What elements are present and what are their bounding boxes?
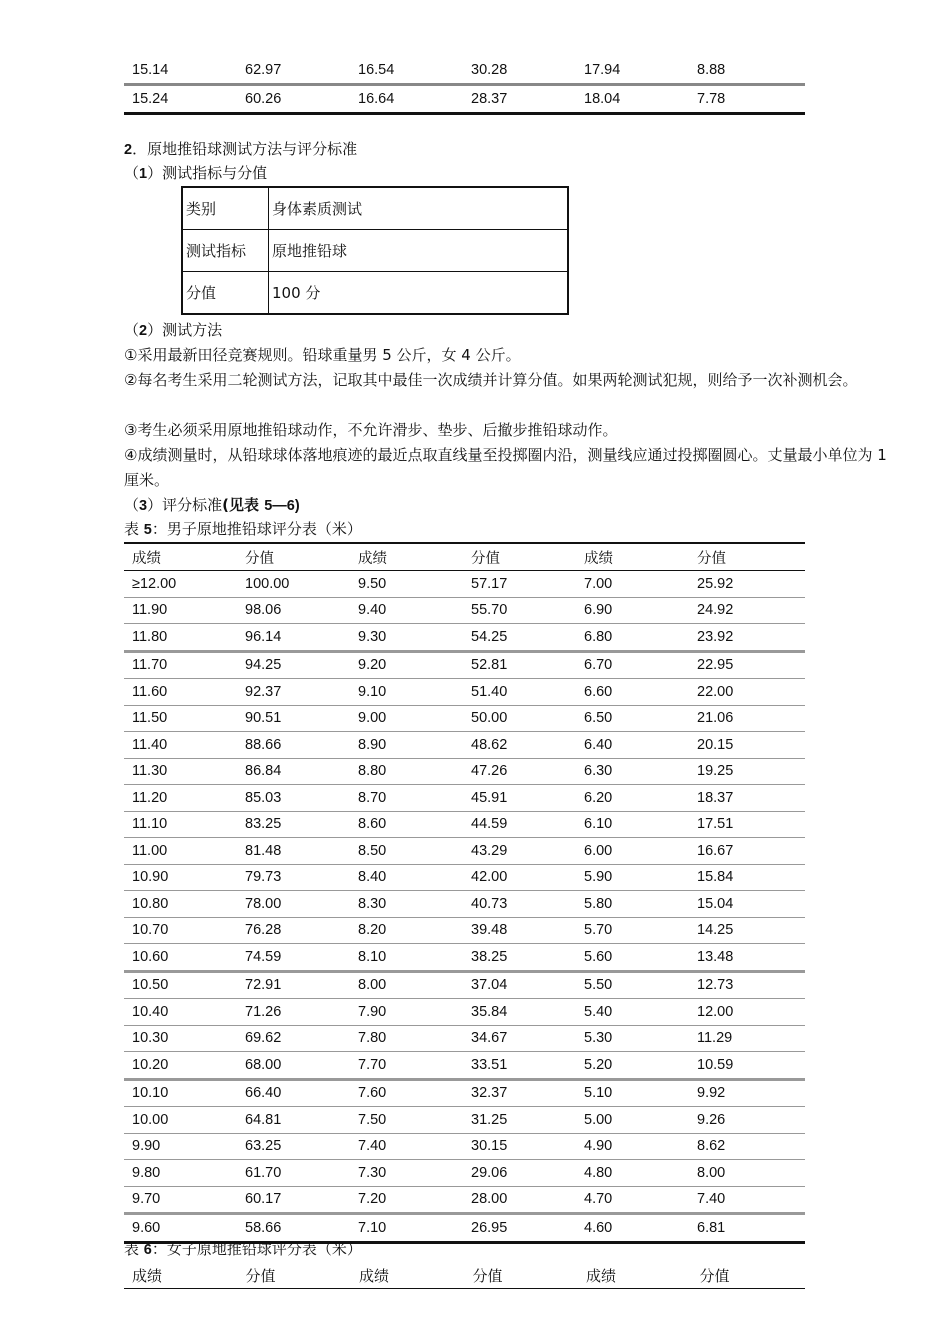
table-cell: 11.20 bbox=[124, 785, 237, 812]
table-cell: 10.59 bbox=[689, 1052, 805, 1080]
table-cell: 32.37 bbox=[463, 1079, 576, 1107]
table-cell: 96.14 bbox=[237, 624, 350, 652]
table-cell: 60.26 bbox=[237, 85, 350, 114]
table-cell: 10.40 bbox=[124, 999, 237, 1026]
table-cell: 79.73 bbox=[237, 864, 350, 891]
table-cell: 5.60 bbox=[576, 944, 689, 972]
table-cell: 5.90 bbox=[576, 864, 689, 891]
table-cell: 6.90 bbox=[576, 597, 689, 624]
table-cell: 6.81 bbox=[697, 1219, 726, 1236]
table-cell: 20.15 bbox=[689, 732, 805, 759]
table-cell: 22.95 bbox=[689, 651, 805, 679]
table-cell-label: 分值 bbox=[182, 272, 269, 315]
table-cell: 30.28 bbox=[463, 57, 576, 85]
table-cell: 4.90 bbox=[576, 1133, 689, 1160]
table-row bbox=[124, 1025, 805, 1052]
male-shot-put-score-table bbox=[124, 542, 805, 1244]
table-cell: 11.90 bbox=[124, 597, 237, 624]
table-cell: 14.25 bbox=[689, 917, 805, 944]
table-row bbox=[124, 1133, 805, 1160]
table-cell: 69.62 bbox=[237, 1025, 350, 1052]
table-cell: 71.26 bbox=[237, 999, 350, 1026]
table-cell: 7.90 bbox=[350, 999, 463, 1026]
table-cell: 9.30 bbox=[350, 624, 463, 652]
table-cell: 15.24 bbox=[124, 85, 237, 114]
table-cell: 11.70 bbox=[124, 651, 237, 679]
table-cell: 7.60 bbox=[350, 1079, 463, 1107]
table-row bbox=[124, 1107, 805, 1134]
table-cell: 64.81 bbox=[237, 1107, 350, 1134]
column-header: 成绩 bbox=[576, 543, 689, 571]
column-header: 成绩 bbox=[124, 543, 237, 571]
table-cell: 6.00 bbox=[576, 838, 689, 865]
table-cell: 92.37 bbox=[237, 679, 350, 706]
table-cell: 7.10 bbox=[358, 1219, 387, 1236]
table-row bbox=[124, 785, 805, 812]
table-cell: 12.73 bbox=[689, 971, 805, 999]
table-cell: 22.00 bbox=[689, 679, 805, 706]
section-number: 2 bbox=[124, 142, 133, 158]
table-row bbox=[124, 732, 805, 759]
table-cell: 5.10 bbox=[576, 1079, 689, 1107]
table-cell: 38.25 bbox=[463, 944, 576, 972]
table-cell: 26.95 bbox=[471, 1219, 508, 1236]
table-cell: 6.70 bbox=[576, 651, 689, 679]
table-cell: 43.29 bbox=[463, 838, 576, 865]
table-cell: 8.20 bbox=[350, 917, 463, 944]
table-cell: 25.92 bbox=[689, 571, 805, 598]
subsection-title: 测试指标与分值 bbox=[162, 164, 268, 182]
table-cell: 33.51 bbox=[463, 1052, 576, 1080]
table-cell: 10.50 bbox=[124, 971, 237, 999]
caption-number: 6 bbox=[143, 1242, 152, 1258]
table-cell-value: 原地推铅球 bbox=[269, 230, 569, 272]
table-cell: 7.78 bbox=[689, 85, 805, 114]
table-cell: 8.60 bbox=[350, 811, 463, 838]
table-cell: 8.62 bbox=[689, 1133, 805, 1160]
table-cell: 7.40 bbox=[350, 1133, 463, 1160]
table-cell: 11.40 bbox=[124, 732, 237, 759]
table-cell: 21.06 bbox=[689, 705, 805, 732]
table-cell: 85.03 bbox=[237, 785, 350, 812]
table-row bbox=[182, 187, 568, 230]
table-cell: 23.92 bbox=[689, 624, 805, 652]
table-cell: 10.60 bbox=[124, 944, 237, 972]
table-cell: 8.00 bbox=[689, 1160, 805, 1187]
table-cell: 11.50 bbox=[124, 705, 237, 732]
table-cell: 55.70 bbox=[463, 597, 576, 624]
table-cell: 9.40 bbox=[350, 597, 463, 624]
table-cell: 6.30 bbox=[576, 758, 689, 785]
table-row bbox=[124, 624, 805, 652]
table-cell: 90.51 bbox=[237, 705, 350, 732]
table-cell: 81.48 bbox=[237, 838, 350, 865]
table-cell: 78.00 bbox=[237, 891, 350, 918]
table-cell: 58.66 bbox=[245, 1219, 282, 1236]
table-row bbox=[182, 230, 568, 272]
caption-text: ：男子原地推铅球评分表（米） bbox=[151, 520, 362, 538]
table-cell: 12.00 bbox=[689, 999, 805, 1026]
column-header: 成绩 bbox=[350, 543, 463, 571]
column-header: 成绩 bbox=[132, 1266, 163, 1285]
table-row bbox=[124, 571, 805, 598]
table-cell: 30.15 bbox=[463, 1133, 576, 1160]
table-cell: 8.00 bbox=[350, 971, 463, 999]
table-cell: 44.59 bbox=[463, 811, 576, 838]
column-header: 分值 bbox=[689, 543, 805, 571]
method-item: ③考生必须采用原地推铅球动作，不允许滑步、垫步、后撤步推铅球动作。 bbox=[124, 421, 618, 439]
table-row bbox=[124, 679, 805, 706]
column-header: 分值 bbox=[245, 1266, 276, 1285]
table-cell: 10.80 bbox=[124, 891, 237, 918]
table-cell: 11.10 bbox=[124, 811, 237, 838]
caption-prefix: 表 bbox=[124, 520, 144, 538]
table-cell: 9.10 bbox=[350, 679, 463, 706]
table-cell: 8.88 bbox=[689, 57, 805, 85]
table-cell: 61.70 bbox=[237, 1160, 350, 1187]
table-cell: 9.92 bbox=[689, 1079, 805, 1107]
table-cell: 9.70 bbox=[124, 1186, 237, 1214]
table-cell: 7.80 bbox=[350, 1025, 463, 1052]
table-cell: 54.25 bbox=[463, 624, 576, 652]
subsection-number: 1 bbox=[139, 166, 148, 182]
table-row bbox=[124, 1186, 805, 1214]
table-cell: 7.30 bbox=[350, 1160, 463, 1187]
table-cell: 4.70 bbox=[576, 1186, 689, 1214]
table-cell: 62.97 bbox=[237, 57, 350, 85]
table-cell: 5.20 bbox=[576, 1052, 689, 1080]
female-shot-put-score-table bbox=[124, 1262, 805, 1289]
table-cell: 8.70 bbox=[350, 785, 463, 812]
table-cell: 16.54 bbox=[350, 57, 463, 85]
subsection-title: 评分标准 bbox=[162, 496, 223, 514]
table-cell: 5.80 bbox=[576, 891, 689, 918]
table-cell: 11.29 bbox=[689, 1025, 805, 1052]
table-row bbox=[124, 999, 805, 1026]
table-cell: 17.94 bbox=[576, 57, 689, 85]
indicator-table bbox=[181, 186, 569, 315]
table-cell: 9.00 bbox=[350, 705, 463, 732]
subsection-ref: (见表 bbox=[222, 496, 265, 514]
table-cell: 10.70 bbox=[124, 917, 237, 944]
table-cell: 4.60 bbox=[584, 1219, 613, 1236]
table-cell: 88.66 bbox=[237, 732, 350, 759]
table-cell: 31.25 bbox=[463, 1107, 576, 1134]
table-cell: 28.37 bbox=[463, 85, 576, 114]
table-row bbox=[124, 971, 805, 999]
table-cell: 6.50 bbox=[576, 705, 689, 732]
table-cell: 10.20 bbox=[124, 1052, 237, 1080]
table5-caption bbox=[124, 517, 362, 542]
table-cell-label: 测试指标 bbox=[182, 230, 269, 272]
table6-caption bbox=[124, 1237, 362, 1262]
table-cell: 5.70 bbox=[576, 917, 689, 944]
table-cell: 8.50 bbox=[350, 838, 463, 865]
table-cell: 15.14 bbox=[124, 57, 237, 85]
table-cell: 16.67 bbox=[689, 838, 805, 865]
table-cell: 7.00 bbox=[576, 571, 689, 598]
table-cell: 8.40 bbox=[350, 864, 463, 891]
table-cell-label: 类别 bbox=[182, 187, 269, 230]
table-row bbox=[124, 57, 805, 85]
table-cell: 24.92 bbox=[689, 597, 805, 624]
subsection-ref-range: 5—6) bbox=[264, 498, 300, 514]
table-row bbox=[124, 758, 805, 785]
table-cell: 60.17 bbox=[237, 1186, 350, 1214]
table-cell: 57.17 bbox=[463, 571, 576, 598]
table-row bbox=[124, 1052, 805, 1080]
column-header: 分值 bbox=[463, 543, 576, 571]
table-cell: 16.64 bbox=[350, 85, 463, 114]
table-cell: 11.00 bbox=[124, 838, 237, 865]
table-cell: 17.51 bbox=[689, 811, 805, 838]
section-heading bbox=[124, 137, 357, 162]
table-cell: 15.84 bbox=[689, 864, 805, 891]
table-cell: 7.20 bbox=[350, 1186, 463, 1214]
table-cell: 6.20 bbox=[576, 785, 689, 812]
table-cell: 74.59 bbox=[237, 944, 350, 972]
table-cell: 98.06 bbox=[237, 597, 350, 624]
table-cell: 9.50 bbox=[350, 571, 463, 598]
caption-text: ：女子原地推铅球评分表（米） bbox=[151, 1240, 362, 1258]
column-header: 成绩 bbox=[359, 1266, 390, 1285]
table-cell: 47.26 bbox=[463, 758, 576, 785]
table-cell: 5.40 bbox=[576, 999, 689, 1026]
method-item: ④成绩测量时，从铅球球体落地痕迹的最近点取直线量至投掷圈内沿，测量线应通过投掷圈圆心。丈量最小单位为 1 厘米。 bbox=[124, 446, 887, 489]
caption-number: 5 bbox=[143, 522, 152, 538]
subsection-heading-method: （2）测试方法 bbox=[124, 321, 223, 339]
table-cell: 6.80 bbox=[576, 624, 689, 652]
table-cell: 5.30 bbox=[576, 1025, 689, 1052]
subsection-title: 测试方法 bbox=[162, 321, 223, 339]
column-header: 成绩 bbox=[586, 1266, 617, 1285]
table-row bbox=[124, 811, 805, 838]
table-cell: 9.26 bbox=[689, 1107, 805, 1134]
table-cell: 9.90 bbox=[124, 1133, 237, 1160]
table-cell: 4.80 bbox=[576, 1160, 689, 1187]
table-cell: 68.00 bbox=[237, 1052, 350, 1080]
table-cell: 7.50 bbox=[350, 1107, 463, 1134]
table-row bbox=[124, 891, 805, 918]
table-cell: 39.48 bbox=[463, 917, 576, 944]
table-cell: 13.48 bbox=[689, 944, 805, 972]
method-item: ①采用最新田径竞赛规则。铅球重量男 5 公斤，女 4 公斤。 bbox=[124, 346, 521, 364]
table-header-row bbox=[124, 1262, 805, 1289]
table-cell: 18.04 bbox=[576, 85, 689, 114]
table-cell: 100.00 bbox=[237, 571, 350, 598]
table-row bbox=[124, 705, 805, 732]
table-cell: 10.90 bbox=[124, 864, 237, 891]
table-cell: 8.10 bbox=[350, 944, 463, 972]
subsection-heading-indicators: （1）测试指标与分值 bbox=[124, 164, 268, 182]
subsection-number: 2 bbox=[139, 323, 148, 339]
table-cell: 35.84 bbox=[463, 999, 576, 1026]
method-item: ②每名考生采用二轮测试方法，记取其中最佳一次成绩并计算分值。如果两轮测试犯规，则给予一次补测机会。 bbox=[124, 371, 858, 389]
table-row bbox=[124, 838, 805, 865]
table-cell: 66.40 bbox=[237, 1079, 350, 1107]
table-row bbox=[124, 864, 805, 891]
table-row bbox=[124, 651, 805, 679]
table-cell: 6.40 bbox=[576, 732, 689, 759]
table-cell: 86.84 bbox=[237, 758, 350, 785]
table-cell: 37.04 bbox=[463, 971, 576, 999]
top-score-table-continuation bbox=[124, 57, 805, 115]
table-cell: 7.40 bbox=[689, 1186, 805, 1214]
column-header: 分值 bbox=[237, 543, 350, 571]
table-cell: 7.70 bbox=[350, 1052, 463, 1080]
table-row bbox=[124, 917, 805, 944]
caption-prefix: 表 bbox=[124, 1240, 144, 1258]
table-row bbox=[124, 944, 805, 972]
table-row bbox=[124, 1079, 805, 1107]
table-cell: 94.25 bbox=[237, 651, 350, 679]
table-cell-value: 身体素质测试 bbox=[269, 187, 569, 230]
table-cell: 50.00 bbox=[463, 705, 576, 732]
table-cell: 28.00 bbox=[463, 1186, 576, 1214]
table-cell: 9.80 bbox=[124, 1160, 237, 1187]
table-cell: 8.90 bbox=[350, 732, 463, 759]
table-cell: 10.00 bbox=[124, 1107, 237, 1134]
table-cell: 63.25 bbox=[237, 1133, 350, 1160]
table-cell: 19.25 bbox=[689, 758, 805, 785]
table-cell: 18.37 bbox=[689, 785, 805, 812]
table-cell: 40.73 bbox=[463, 891, 576, 918]
table-row bbox=[124, 1160, 805, 1187]
table-cell: 29.06 bbox=[463, 1160, 576, 1187]
subsection-number: 3 bbox=[139, 498, 148, 514]
table-cell: 6.10 bbox=[576, 811, 689, 838]
table-cell: 83.25 bbox=[237, 811, 350, 838]
table-cell: 11.80 bbox=[124, 624, 237, 652]
table-cell: 34.67 bbox=[463, 1025, 576, 1052]
table-cell: 11.30 bbox=[124, 758, 237, 785]
table-cell: 8.30 bbox=[350, 891, 463, 918]
table-cell: 5.00 bbox=[576, 1107, 689, 1134]
table-header-row bbox=[124, 543, 805, 571]
table-cell: 8.80 bbox=[350, 758, 463, 785]
subsection-heading-scoring: （3）评分标准(见表 5—6) bbox=[124, 496, 300, 514]
section-title: ．原地推铅球测试方法与评分标准 bbox=[132, 140, 358, 158]
table-cell: 11.60 bbox=[124, 679, 237, 706]
table-cell: 5.50 bbox=[576, 971, 689, 999]
table-row bbox=[124, 85, 805, 114]
table-cell: 45.91 bbox=[463, 785, 576, 812]
table-cell: 9.60 bbox=[132, 1219, 161, 1236]
table-cell: 10.30 bbox=[124, 1025, 237, 1052]
table-cell: 51.40 bbox=[463, 679, 576, 706]
table-row bbox=[182, 272, 568, 315]
table-cell: 48.62 bbox=[463, 732, 576, 759]
column-header: 分值 bbox=[472, 1266, 503, 1285]
table-cell: 10.10 bbox=[124, 1079, 237, 1107]
table-cell: 76.28 bbox=[237, 917, 350, 944]
table-cell: 15.04 bbox=[689, 891, 805, 918]
table-cell: 6.60 bbox=[576, 679, 689, 706]
table-cell: 72.91 bbox=[237, 971, 350, 999]
table-row bbox=[124, 597, 805, 624]
column-header: 分值 bbox=[699, 1266, 730, 1285]
table-cell-value: 100 分 bbox=[269, 272, 569, 315]
table-cell: 9.20 bbox=[350, 651, 463, 679]
table-cell: ≥12.00 bbox=[124, 571, 237, 598]
table-cell: 42.00 bbox=[463, 864, 576, 891]
table-cell: 52.81 bbox=[463, 651, 576, 679]
